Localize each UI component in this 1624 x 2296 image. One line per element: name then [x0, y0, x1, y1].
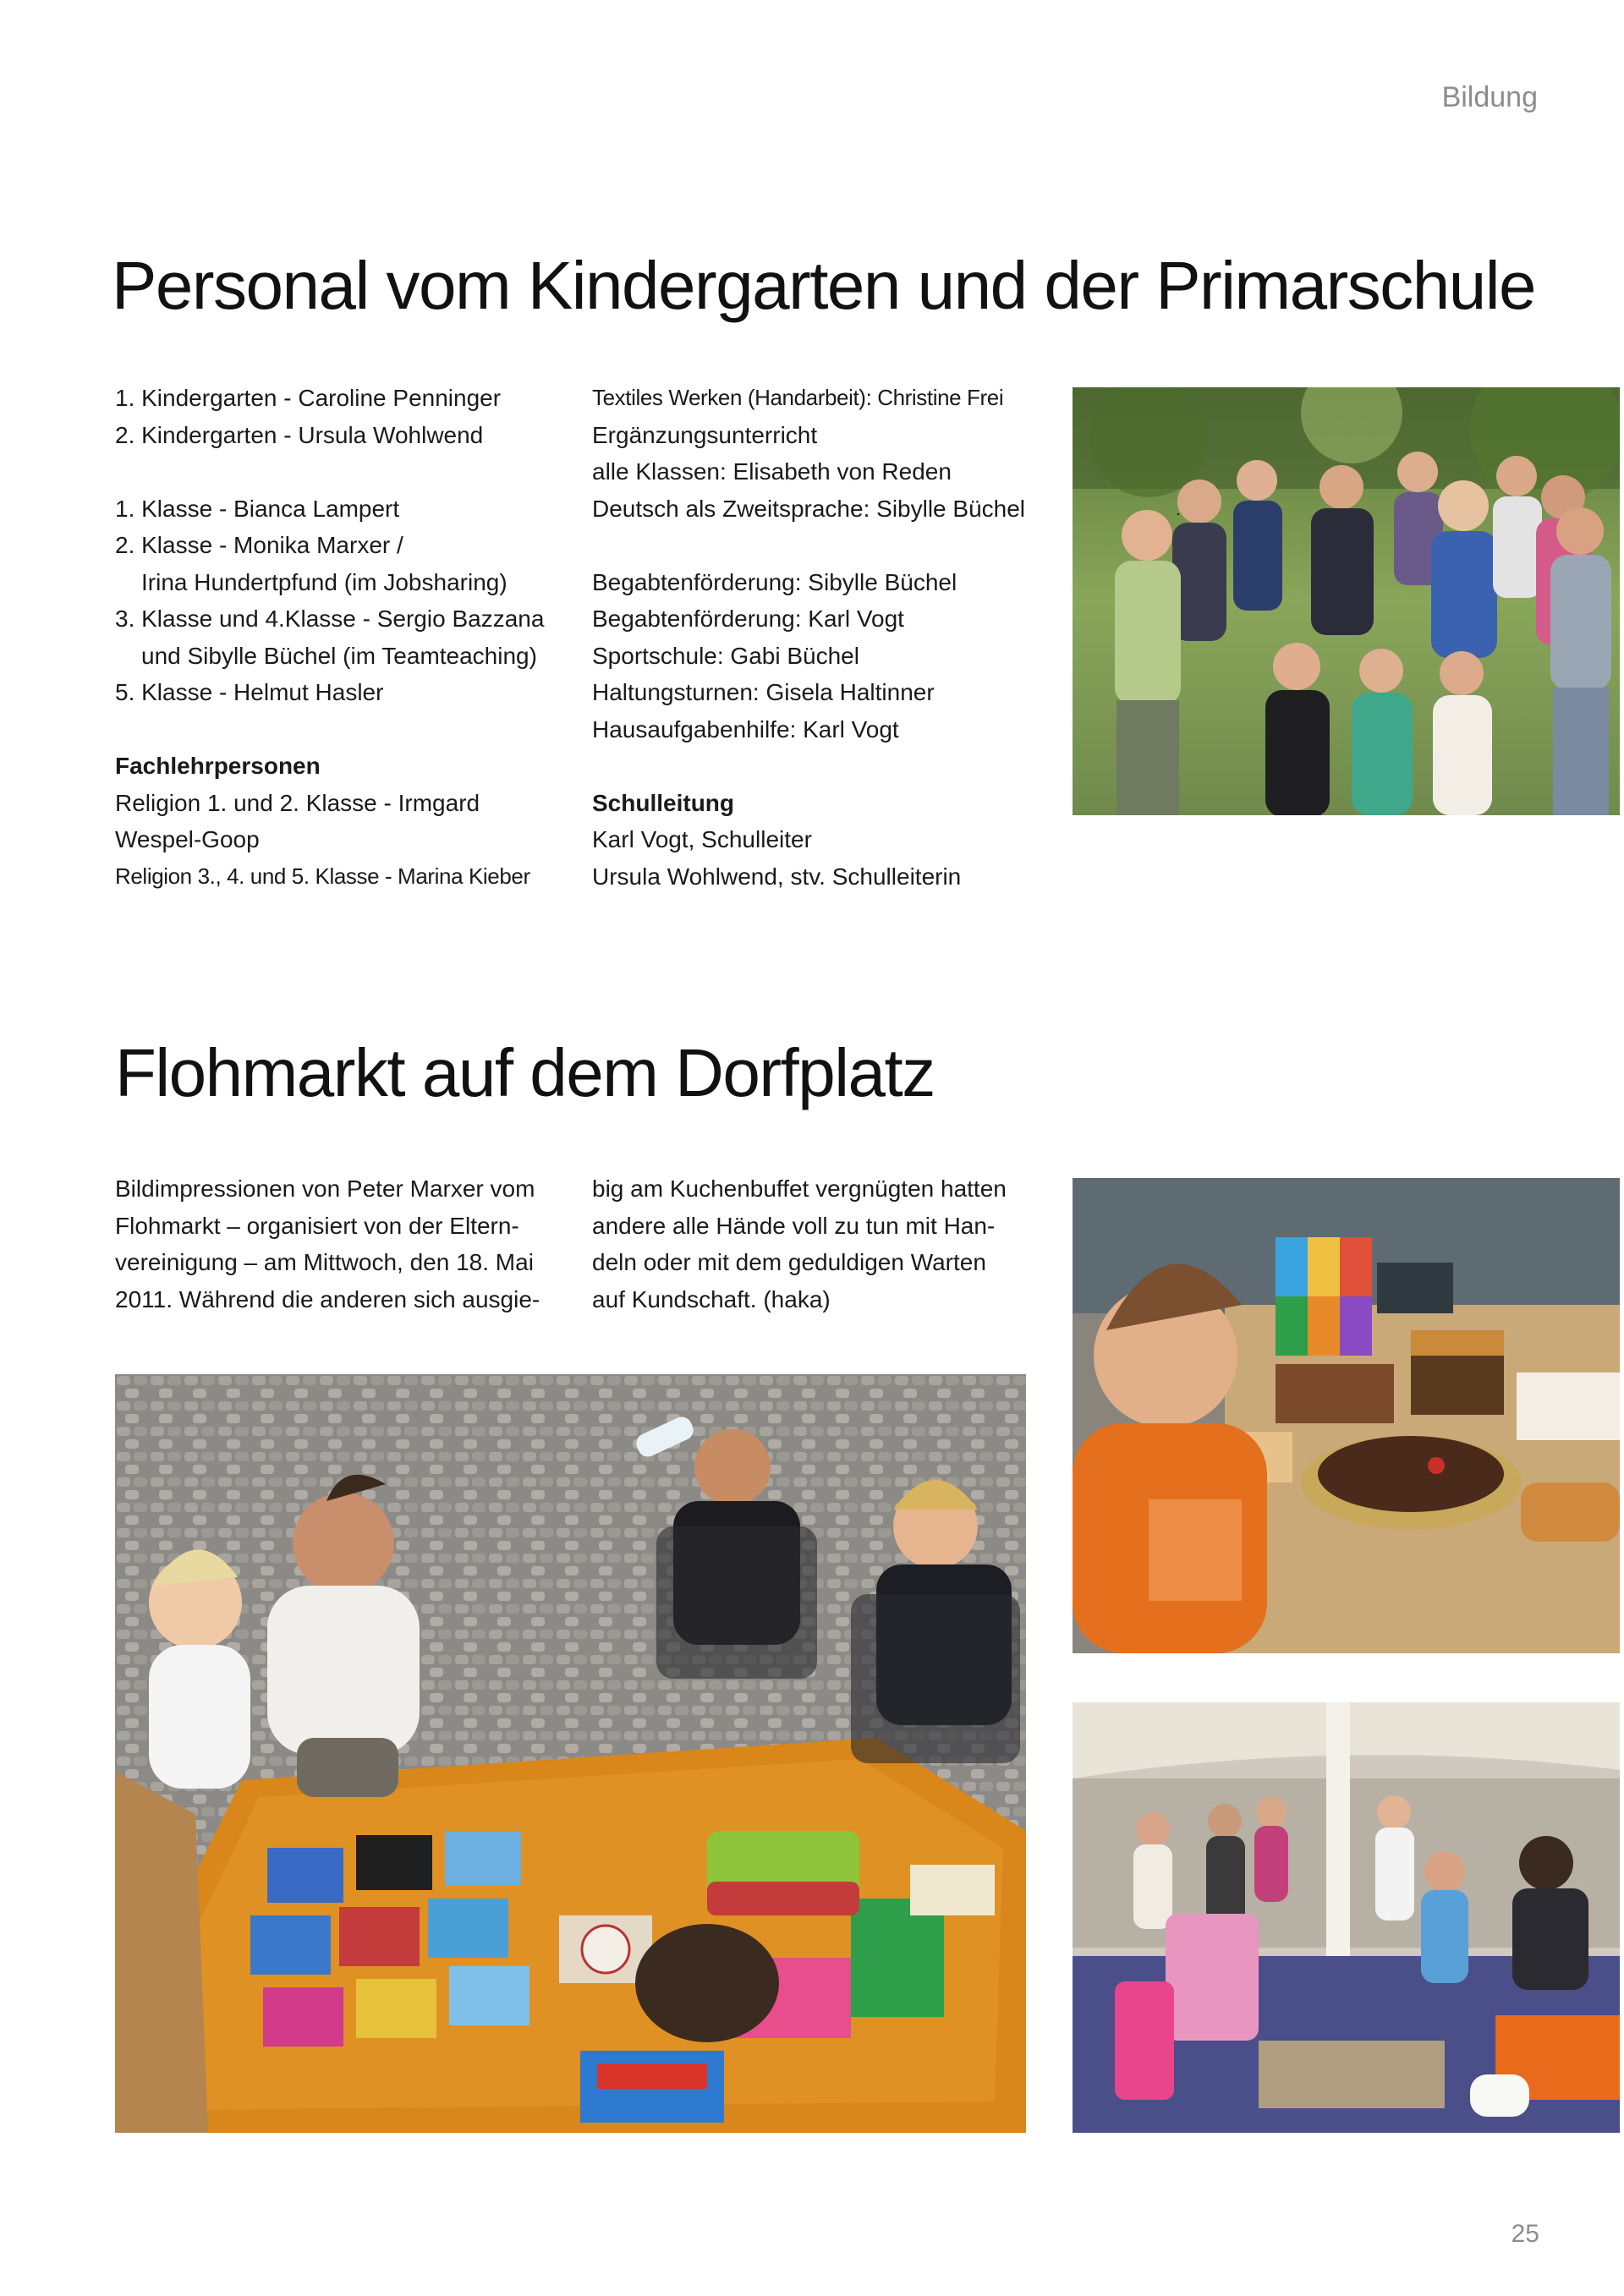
line-gap — [115, 711, 572, 748]
staff-heading: Personal vom Kindergarten und der Primarschule — [112, 248, 1535, 323]
text-line: auf Kundschaft. (haka) — [592, 1285, 831, 1312]
text-line: 5. Klasse - Helmut Hasler — [115, 679, 384, 705]
text-line: Haltungsturnen: Gisela Haltinner — [592, 679, 935, 705]
text-line: Irina Hundertpfund (im Jobsharing) — [141, 568, 508, 595]
market-text-left — [115, 1170, 555, 1318]
text-line: 3. Klasse und 4.Klasse - Sergio Bazzana — [115, 606, 545, 632]
text-line: Sportschule: Gabi Büchel — [592, 642, 859, 669]
cake-buffet-photo — [1073, 1178, 1620, 1653]
text-line: Religion 3., 4. und 5. Klasse - Marina Kieber — [115, 863, 530, 889]
flea-market-photo — [115, 1374, 1026, 2133]
text-line: Textiles Werken (Handarbeit): Christine Frei — [592, 385, 1004, 410]
text-line: Ursula Wohlwend, stv. Schulleiterin — [592, 863, 962, 890]
text-line: big am Kuchenbuffet vergnügten hatten — [592, 1175, 1007, 1202]
text-line: Deutsch als Zweitsprache: Sibylle Büchel — [592, 495, 1026, 522]
text-line: Karl Vogt, Schulleiter — [592, 826, 812, 852]
page-number: 25 — [1511, 2220, 1539, 2248]
text-line: 1. Kindergarten - Caroline Penninger — [115, 385, 502, 411]
text-line: und Sibylle Büchel (im Teamteaching) — [141, 642, 537, 669]
text-line: 1. Klasse - Bianca Lampert — [115, 495, 400, 522]
staff-column-left — [115, 380, 572, 895]
text-line: Begabtenförderung: Sibylle Büchel — [592, 568, 957, 595]
line-gap — [115, 453, 572, 490]
text-line: 2011. Während die anderen sich ausgie- — [115, 1285, 540, 1312]
text-line: Schulleitung — [592, 789, 734, 816]
text-line: andere alle Hände voll zu tun mit Han- — [592, 1212, 996, 1239]
market-crowd-photo — [1073, 1702, 1620, 2133]
line-gap — [592, 527, 1032, 564]
market-text-right — [592, 1170, 1032, 1318]
staff-group-photo — [1073, 387, 1620, 815]
market-heading: Flohmarkt auf dem Dorfplatz — [115, 1035, 935, 1110]
staff-column-right — [592, 380, 1032, 895]
line-gap — [592, 748, 1032, 785]
text-line: 2. Klasse - Monika Marxer / — [115, 532, 403, 558]
text-line: Flohmarkt – organisiert von der Eltern- — [115, 1212, 519, 1239]
text-line: 2. Kindergarten - Ursula Wohlwend — [115, 421, 484, 448]
text-line: Wespel-Goop — [115, 826, 260, 852]
text-line: Ergänzungsunterricht — [592, 421, 818, 448]
text-line: deln oder mit dem geduldigen Warten — [592, 1249, 986, 1275]
section-label: Bildung — [1441, 81, 1538, 113]
text-line: Hausaufgabenhilfe: Karl Vogt — [592, 715, 899, 743]
text-line: Begabtenförderung: Karl Vogt — [592, 606, 904, 632]
text-line: Religion 1. und 2. Klasse - Irmgard — [115, 789, 480, 816]
text-line: vereinigung – am Mittwoch, den 18. Mai — [115, 1249, 534, 1275]
text-line: alle Klassen: Elisabeth von Reden — [592, 458, 952, 485]
text-line: Fachlehrpersonen — [115, 753, 321, 779]
text-line: Bildimpressionen von Peter Marxer vom — [115, 1175, 535, 1202]
